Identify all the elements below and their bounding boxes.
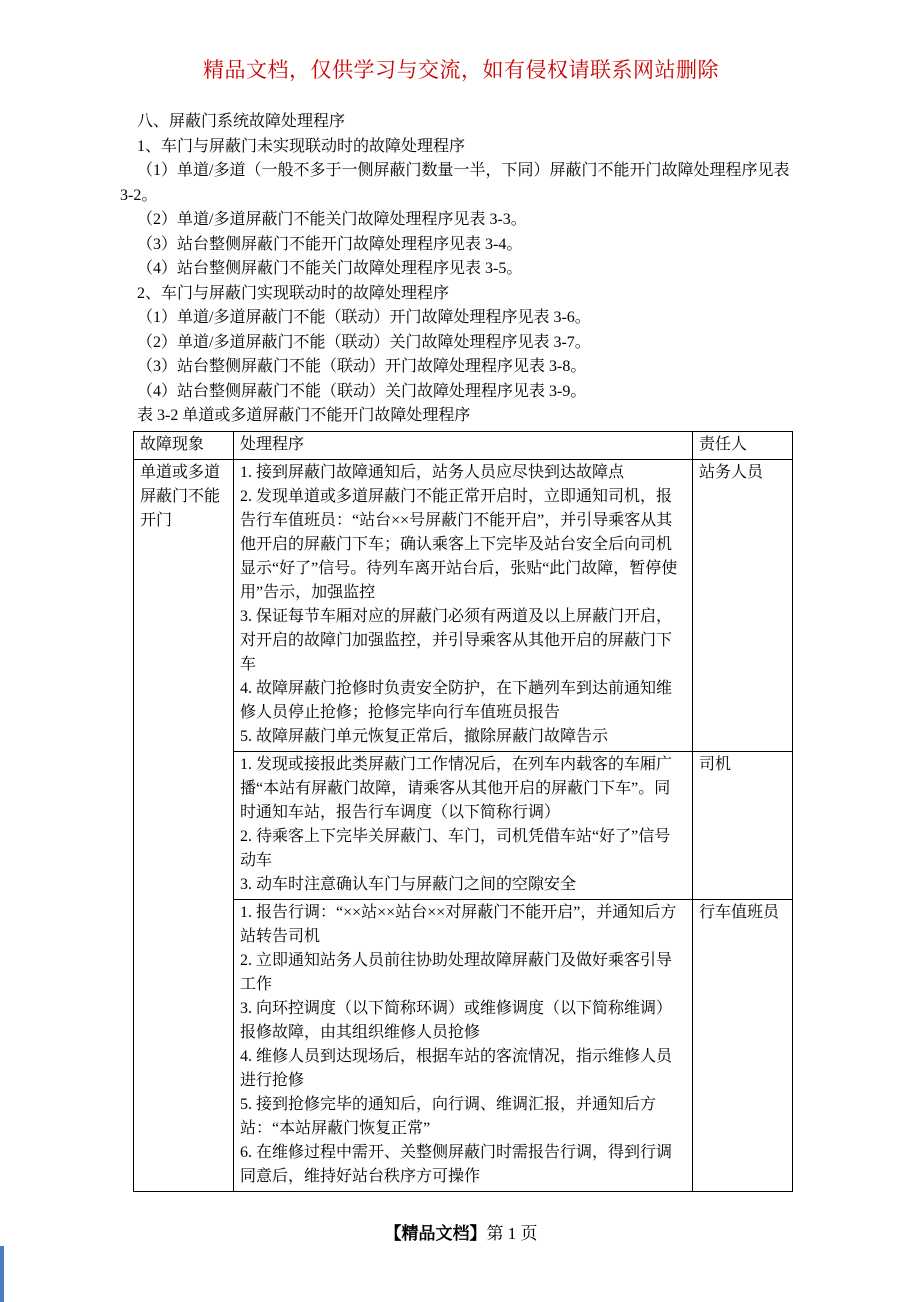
table-caption: 表 3-2 单道或多道屏蔽门不能开门故障处理程序 xyxy=(137,407,471,424)
procedure-step: 3. 向环控调度（以下简称环调）或维修调度（以下简称维调）报修故障，由其组织维修人员抢修 xyxy=(240,999,673,1041)
column-header-responsible: 责任人 xyxy=(693,431,793,459)
responsible-cell: 站务人员 xyxy=(693,459,793,751)
procedure-step: 2. 立即通知站务人员前往协助处理故障屏蔽门及做好乘客引导工作 xyxy=(240,951,673,993)
paragraph: 1、车门与屏蔽门未实现联动时的故障处理程序 xyxy=(137,137,466,155)
paragraph: （4）站台整侧屏蔽门不能（联动）关门故障处理程序见表 3-9。 xyxy=(137,382,587,400)
table-row xyxy=(134,459,793,751)
table-header-row xyxy=(134,431,793,459)
procedure-step: 4. 维修人员到达现场后，根据车站的客流情况，指示维修人员进行抢修 xyxy=(240,1047,673,1089)
responsible-cell: 行车值班员 xyxy=(693,899,793,1191)
paragraph: 八、屏蔽门系统故障处理程序 xyxy=(137,113,346,130)
procedure-step: 1. 接到屏蔽门故障通知后，站务人员应尽快到达故障点 xyxy=(240,463,625,481)
procedure-step: 3. 动车时注意确认车门与屏蔽门之间的空隙安全 xyxy=(240,875,577,893)
procedure-cell xyxy=(234,899,693,1191)
procedure-step: 1. 报告行调：“××站××站台××对屏蔽门不能开启”，并通知后方站转告司机 xyxy=(240,903,677,945)
column-header-procedure: 处理程序 xyxy=(234,431,693,459)
page-footer xyxy=(120,1222,802,1246)
paragraph: 2、车门与屏蔽门实现联动时的故障处理程序 xyxy=(137,284,450,302)
paragraph: （3）站台整侧屏蔽门不能（联动）开门故障处理程序见表 3-8。 xyxy=(137,358,587,375)
paragraph: （2）单道/多道屏蔽门不能（联动）关门故障处理程序见表 3-7。 xyxy=(137,333,591,351)
responsible-cell: 司机 xyxy=(693,751,793,899)
paragraph: （4）站台整侧屏蔽门不能关门故障处理程序见表 3-5。 xyxy=(137,260,523,277)
procedure-cell xyxy=(234,459,693,751)
fault-procedure-table xyxy=(133,431,793,1192)
watermark-notice: 精品文档，仅供学习与交流，如有侵权请联系网站删除 xyxy=(203,58,719,82)
paragraph: （2）单道/多道屏蔽门不能关门故障处理程序见表 3-3。 xyxy=(137,211,527,228)
procedure-step: 6. 在维修过程中需开、关整侧屏蔽门时需报告行调，得到行调同意后，维持好站台秩序方可操作 xyxy=(240,1143,673,1185)
paragraph: （1）单道/多道屏蔽门不能（联动）开门故障处理程序见表 3-6。 xyxy=(137,309,591,326)
footer-brand: 【精品文档】 xyxy=(384,1223,487,1243)
procedure-step: 5. 接到抢修完毕的通知后，向行调、维调汇报，并通知后方站：“本站屏蔽门恢复正常” xyxy=(240,1095,657,1137)
procedure-cell xyxy=(234,751,693,899)
procedure-step: 4. 故障屏蔽门抢修时负责安全防护，在下趟列车到达前通知维修人员停止抢修；抢修完毕向行车值班员报告 xyxy=(240,679,673,721)
fault-phenomenon-cell: 单道或多道屏蔽门不能开门 xyxy=(134,459,234,1191)
procedure-step: 2. 发现单道或多道屏蔽门不能正常开启时，立即通知司机，报告行车值班员：“站台××号屏蔽门不能开启”，并引导乘客从其他开启的屏蔽门下车；确认乘客上下完毕及站台安全后向司机显示“好了”信号。待列车离开站台后，张贴“此门故障，暂停使用”告示，加强监控 xyxy=(240,487,678,601)
procedure-step: 5. 故障屏蔽门单元恢复正常后，撤除屏蔽门故障告示 xyxy=(240,727,609,745)
procedure-step: 2. 待乘客上下完毕关屏蔽门、车门，司机凭借车站“好了”信号动车 xyxy=(240,827,671,869)
paragraph: （1）单道/多道（一般不多于一侧屏蔽门数量一半，下同）屏蔽门不能开门故障处理程序见表 3-2。 xyxy=(120,162,794,204)
paragraph: （3）站台整侧屏蔽门不能开门故障处理程序见表 3-4。 xyxy=(137,235,523,253)
footer-page-number: 第 1 页 xyxy=(486,1223,538,1243)
procedure-step: 1. 发现或接报此类屏蔽门工作情况后，在列车内载客的车厢广播“本站有屏蔽门故障，请乘客从其他开启的屏蔽门下车”。同时通知车站，报告行车调度（以下简称行调） xyxy=(240,755,673,821)
procedure-step: 3. 保证每节车厢对应的屏蔽门必须有两道及以上屏蔽门开启，对开启的故障门加强监控，并引导乘客从其他开启的屏蔽门下车 xyxy=(240,607,673,673)
column-header-phenomenon: 故障现象 xyxy=(134,431,234,459)
edge-artifact xyxy=(0,1246,4,1302)
document-body xyxy=(120,110,802,1192)
